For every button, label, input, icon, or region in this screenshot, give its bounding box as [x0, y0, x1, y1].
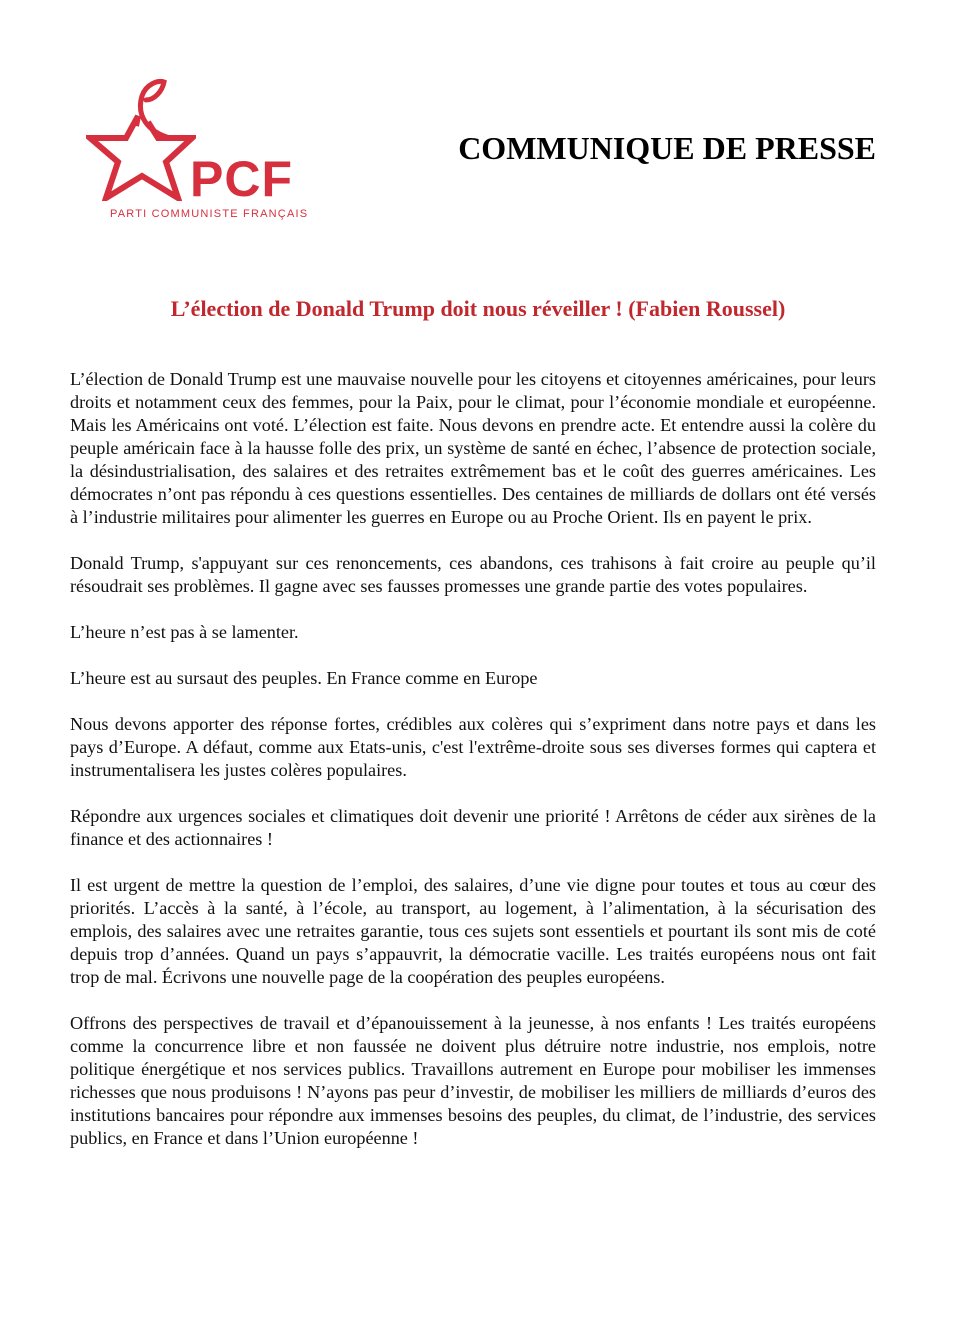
paragraph: Offrons des perspectives de travail et d’épanouissement à la jeunesse, à nos enfants ! Les traités européens comme la concurrence libre et non faussée ne doivent plus détruire notre industrie, nos emplois, notre politique énergétique et nos services publics. Travaillons autrement en Europe pour mobiliser les immenses richesses que nous produisons ! N’ayons pas peur d’investir, de mobiliser les milliers de milliards d’euros des institutions bancaires pour répondre aux immenses besoins des peuples, du climat, de l’industrie, des services publics, en France et dans l’Union européenne !	[70, 1013, 876, 1148]
paragraph: Répondre aux urgences sociales et climatiques doit devenir une priorité ! Arrêtons de céder aux sirènes de la finance et des actionnaires !	[70, 806, 876, 849]
paragraph: L’élection de Donald Trump est une mauvaise nouvelle pour les citoyens et citoyennes américaines, pour leurs droits et notamment ceux des femmes, pour la Paix, pour le climat, pour l’économie mondiale et européenne. Mais les Américains ont voté. L’élection est faite. Nous devons en prendre acte. Et entendre aussi la colère du peuple américain face à la hausse folle des prix, un système de santé en échec, l’absence de protection sociale, la désindustrialisation, des salaires et des retraites extrêmement bas et le coût des guerres américaines. Les démocrates n’ont pas répondu à ces questions essentielles. Des centaines de milliards de dollars ont été versés à l’industrie militaires pour alimenter les guerres en Europe ou au Proche Orient. Ils en payent le prix.	[70, 369, 876, 527]
logo-acronym: PCF	[190, 151, 293, 207]
paragraph: Nous devons apporter des réponse fortes, crédibles aux colères qui s’expriment dans notre pays et dans les pays d’Europe. A défaut, comme aux Etats-unis, c'est l'extrême-droite sous ses diverses formes qui captera et instrumentalisera les justes colères populaires.	[70, 714, 876, 780]
star-icon	[86, 76, 196, 201]
pcf-logo	[86, 76, 309, 226]
press-release-body	[70, 368, 876, 1173]
paragraph: Il est urgent de mettre la question de l’emploi, des salaires, d’une vie digne pour toutes et tous au cœur des priorités. L’accès à la santé, à l’école, au transport, au logement, à l’alimentation, à la sécurisation des emplois, des salaires avec une retraites garantie, tous ces sujets sont essentiels et pourtant ils sont mis de coté depuis trop d’années. Quand un pays s’appauvrit, la démocratie vacille. Les traités européens nous ont fait trop de mal. Écrivons une nouvelle page de la coopération des peuples européens.	[70, 875, 876, 987]
logo-full-name: PARTI COMMUNISTE FRANÇAIS	[110, 208, 309, 220]
document-title: COMMUNIQUE DE PRESSE	[458, 130, 876, 166]
paragraph: L’heure est au sursaut des peuples. En France comme en Europe	[70, 668, 538, 688]
paragraph: L’heure n’est pas à se lamenter.	[70, 622, 299, 642]
paragraph: Donald Trump, s'appuyant sur ces renoncements, ces abandons, ces trahisons à fait croire au peuple qu’il résoudrait ses problèmes. Il gagne avec ses fausses promesses une grande partie des votes populaires.	[70, 553, 876, 596]
press-release-headline: L’élection de Donald Trump doit nous réveiller ! (Fabien Roussel)	[170, 296, 786, 321]
